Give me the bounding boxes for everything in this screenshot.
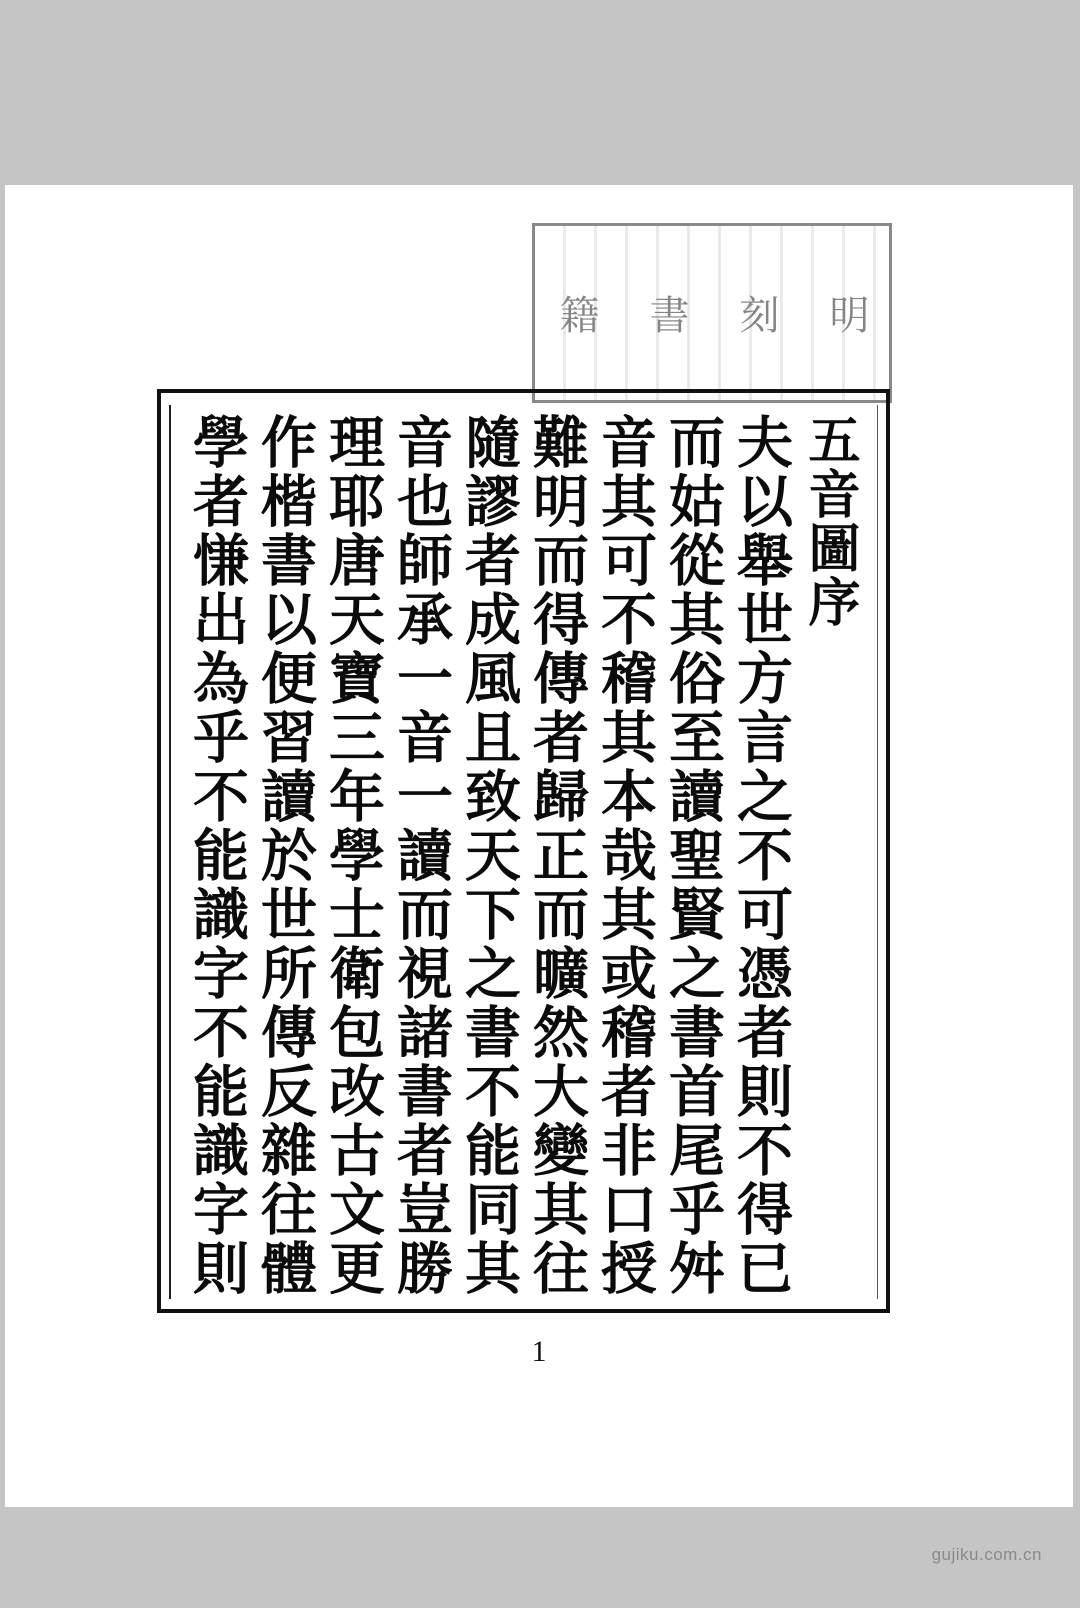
text-columns	[183, 413, 863, 1303]
page-number: 1	[531, 1335, 547, 1368]
text-frame	[157, 389, 890, 1313]
text-column: 隨謬者成風且致天下之書不能同其	[456, 413, 522, 1298]
seal-char: 刻	[733, 294, 779, 334]
seal-char: 籍	[553, 294, 599, 334]
text-column: 理耶唐天寶三年學士衛包改古文更	[320, 413, 386, 1298]
text-column: 而姑從其俗至讀聖賢之書首尾乎舛	[660, 413, 726, 1298]
section-title: 五音圖序	[799, 413, 860, 629]
site-watermark: gujiku.com.cn	[931, 1545, 1042, 1564]
text-column: 音其可不稽其本哉其或稽者非口授	[592, 413, 658, 1298]
scanned-page	[5, 185, 1073, 1507]
seal-char: 書	[643, 294, 689, 334]
text-frame-inner	[169, 405, 878, 1299]
seal-char: 明	[823, 294, 869, 334]
text-column: 學者慊出為乎不能識字不能識字則	[184, 413, 250, 1298]
text-column: 作楷書以便習讀於世所傳反雜往體	[252, 413, 318, 1298]
text-column: 音也師承一音一讀而視諸書者豈勝	[388, 413, 454, 1298]
seal-stamp	[532, 223, 892, 403]
text-column: 夫以舉世方言之不可憑者則不得已	[728, 413, 794, 1298]
text-column: 難明而得傳者歸正而曠然大變其往	[524, 413, 590, 1298]
